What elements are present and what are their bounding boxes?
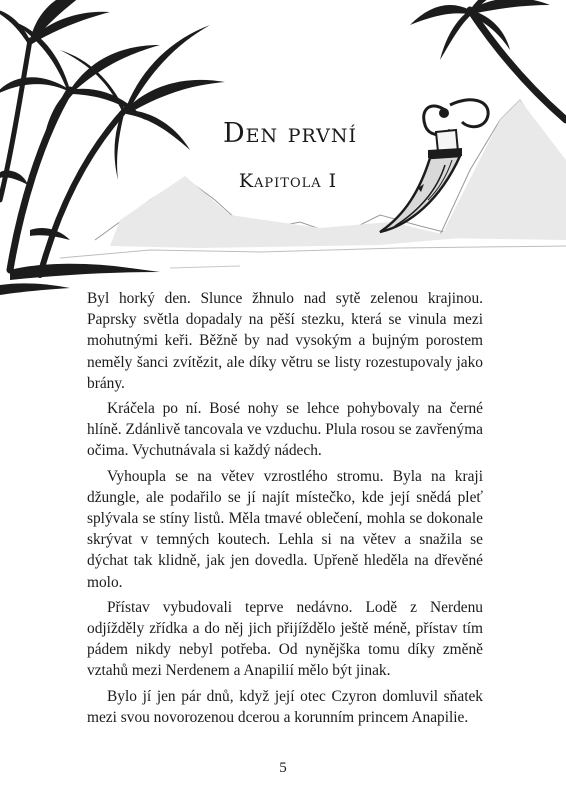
paragraph: Vyhoupla se na větev vzrostlého stromu. Byla na kraji džungle, ale podařilo se jí najít místečko, kde její snědá pleť splývala se stíny listů. Měla tmavé oblečení, mohla se dokonale skrývat v temných koutech. Lehla si na větev a snažila se dýchat tak klidně, jak jen dovedla. Upřeně hleděla na dřevěné molo. [87, 467, 483, 591]
chapter-number: Kapitola I [238, 170, 338, 192]
palm-tree-icon [410, 0, 566, 120]
chapter-body [87, 288, 483, 728]
paragraph: Byl horký den. Slunce žhnulo nad sytě zelenou krajinou. Paprsky světla dopadaly na pěší stezku, která se vinula mezi mohutnými keři. Běžně by nad vysokým a bujným porostem neměly šanci zvítězit, ale díky větru se listy rozestupovaly jako brány. [87, 290, 483, 392]
header-illustration [0, 0, 566, 300]
paragraph: Kráčela po ní. Bosé nohy se lehce pohybovaly na černé hlíně. Zdánlivě tancovala ve vzduchu. Plula rosou se zavřenýma očima. Vychutnávala si každý nádech. [87, 400, 483, 460]
paragraph: Přístav vybudovali teprve nedávno. Lodě z Nerdenu odjížděly zřídka a do něj jich přijíždělo ještě méně, přístav tím pádem nikdy nebyl potřeba. Od nynějška tomu díky změně vztahů mezi Nerdenem a Anapilií mělo být jinak. [87, 598, 483, 680]
paragraph: Bylo jí jen pár dnů, když její otec Czyron domluvil sňatek mezi svou novorozenou dcerou a korunním princem Anapilie. [87, 687, 483, 726]
chapter-title: Den první [223, 118, 357, 149]
page-number: 5 [279, 760, 287, 776]
